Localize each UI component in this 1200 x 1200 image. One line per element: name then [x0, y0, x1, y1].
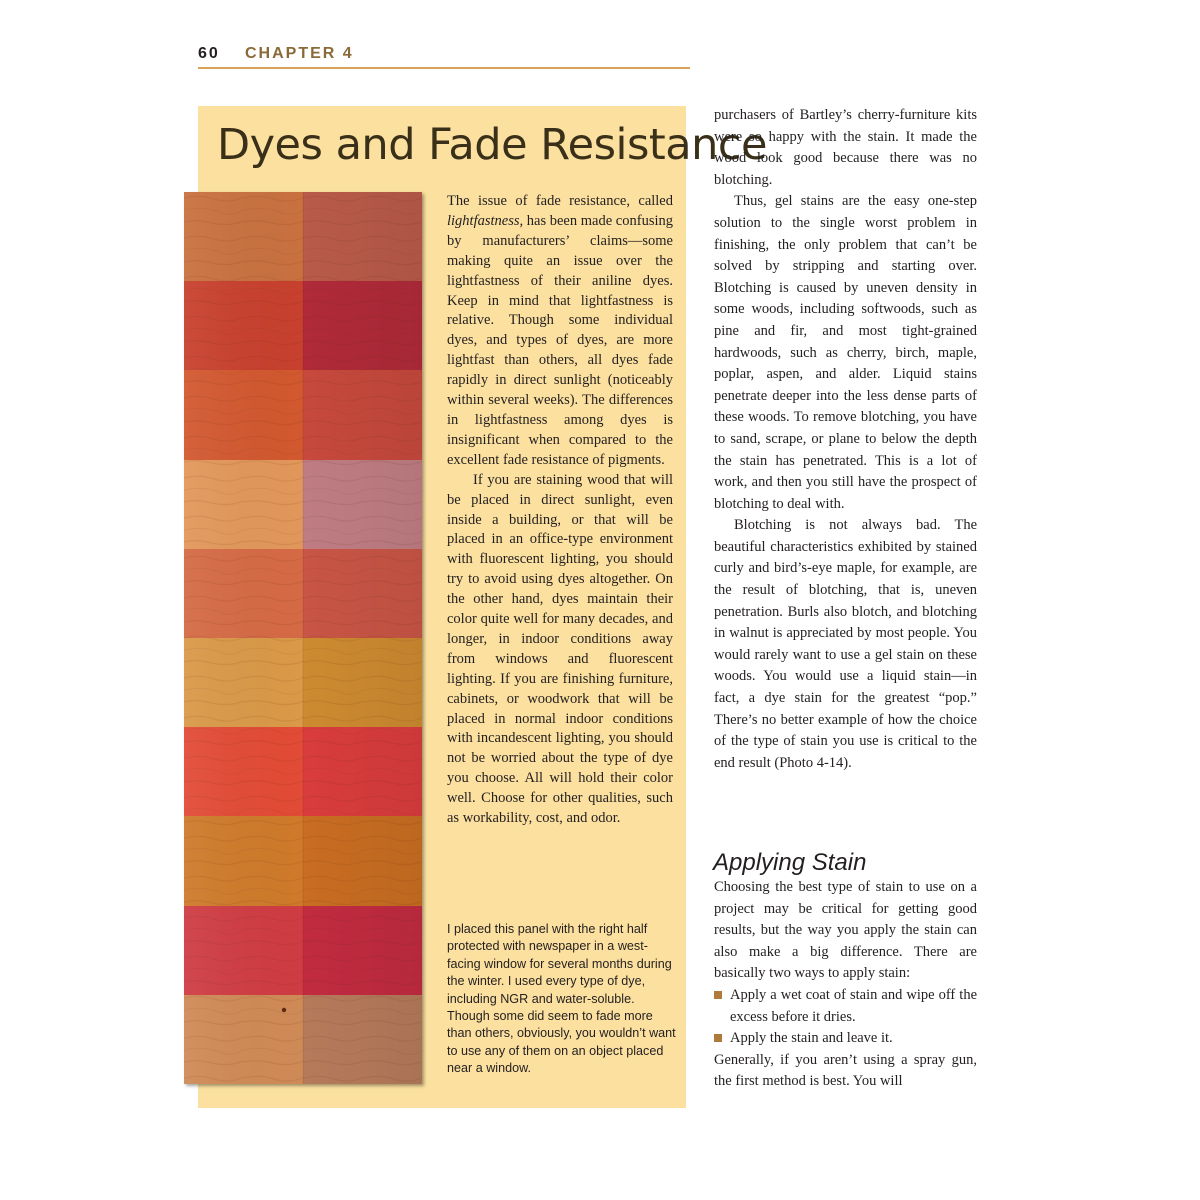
running-head	[198, 43, 690, 69]
section-body	[714, 877, 977, 1093]
list-item	[714, 1028, 977, 1050]
main-column	[714, 105, 977, 774]
section-intro: Choosing the best type of stain to use on a project may be critical for getting good results, but the way you apply the stain can also make a big difference. There are basically two ways to apply stain:	[714, 879, 977, 982]
sidebar-paragraph: If you are staining wood that will be placed in direct sunlight, even inside a building, or that will be placed in an office-type environment with fluorescent lighting, you should try to avoid using dyes altogether. On the other hand, dyes maintain their color quite well for many decades, and longer, in indoor conditions away from windows and fluorescent lighting. If you are finishing furniture, cabinets, or woodwork that will be placed in normal indoor conditions with incandescent lighting, you should not be worried about the type of dye you choose. All will hold their color well. Choose for other qualities, such as workability, cost, and odor.	[447, 471, 673, 827]
list-item	[714, 985, 977, 1028]
body-paragraph: purchasers of Bartley’s cherry-furniture kits were so happy with the stain. It made the wood look good because there was no blotching.	[714, 107, 977, 188]
dye-panel-image	[184, 192, 422, 1084]
square-bullet-icon	[714, 1034, 722, 1042]
sidebar-text-run: The issue of fade resistance, called	[447, 193, 673, 209]
photo-caption: I placed this panel with the right half protected with newspaper in a west-facing window for several months during the winter. I used every type of dye, including NGR and water-soluble. Though some did seem to fade more than others, obviously, you wouldn’t want to use any of them on an object placed near a window.	[447, 922, 676, 1076]
section-heading: Applying Stain	[713, 849, 867, 876]
sidebar-title: Dyes and Fade Resistance	[217, 120, 767, 170]
sidebar-text	[447, 192, 673, 829]
closing-paragraph: Generally, if you aren’t using a spray gun, the first method is best. You will	[714, 1051, 977, 1090]
list-item-text: Apply the stain and leave it.	[730, 1030, 893, 1047]
sidebar-paragraph	[447, 192, 673, 471]
square-bullet-icon	[714, 991, 722, 999]
emphasized-term: lightfastness,	[447, 212, 524, 229]
page-number: 60	[198, 45, 220, 62]
body-paragraph: Blotching is not always bad. The beautiful characteristics exhibited by stained curly and bird’s-eye maple, for example, are the result of blotching, that is, uneven penetration. Burls also blotch, and blotching in walnut is appreciated by most people. You would rarely want to use a gel stain on these woods. You would use a liquid stain—in fact, a dye stain for the greatest “pop.” There’s no better example of how the choice of the type of stain you use is critical to the end result (Photo 4-14).	[714, 517, 977, 771]
dye-panel-photo	[184, 192, 422, 1084]
bullet-list	[714, 985, 977, 1050]
list-item-text: Apply a wet coat of stain and wipe off the excess before it dries.	[730, 986, 977, 1025]
sidebar-text-run: has been made confusing by manufacturers’ claims—some making quite an issue over the lightfastness of their aniline dyes. Keep in mind that lightfastness is relative. Though some individual dyes, and types of dyes, are more lightfast than others, all dyes fade rapidly in direct sunlight (noticeably within several weeks). The differences in lightfastness among dyes is insignificant when compared to the excellent fade resistance of pigments.	[447, 212, 673, 468]
body-paragraph: Thus, gel stains are the easy one-step solution to the single worst problem in finishing, the only problem that can’t be solved by stripping and starting over. Blotching is caused by uneven density in some woods, including softwoods, such as pine and fir, and most tight-grained hardwoods, such as cherry, birch, maple, poplar, aspen, and alder. Liquid stains penetrate deeper into the less dense parts of these woods. To remove blotching, you have to sand, scrape, or plane to below the depth the stain has penetrated. This is a lot of work, and then you still have the prospect of blotching to deal with.	[714, 193, 977, 512]
chapter-label: CHAPTER 4	[245, 45, 354, 62]
